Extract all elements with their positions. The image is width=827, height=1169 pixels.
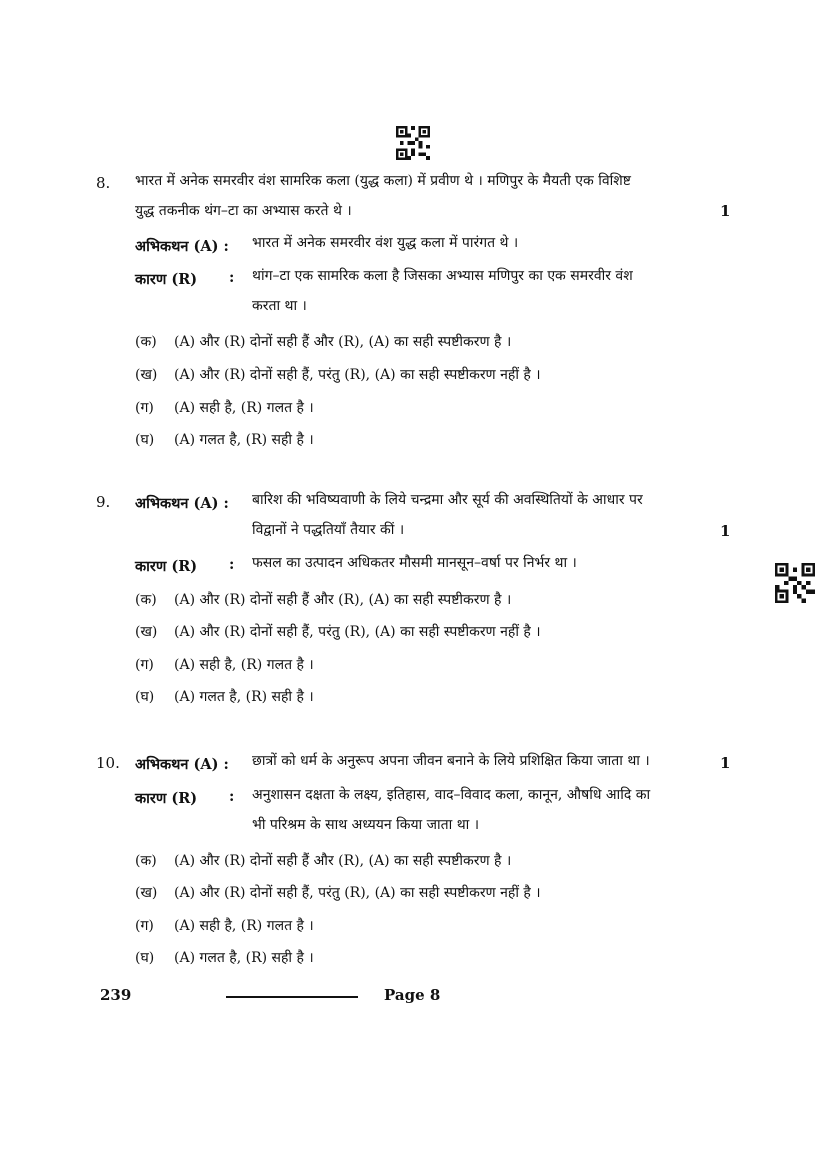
option-key: (ख) (135, 367, 158, 383)
reason-text-line: भी परिश्रम के साथ अध्ययन किया जाता था । (252, 817, 480, 833)
option-text: (A) गलत है, (R) सही है । (174, 689, 314, 705)
qr-code-icon (395, 126, 431, 160)
option-text: (A) और (R) दोनों सही हैं और (R), (A) का सही स्पष्टीकरण है । (174, 334, 512, 350)
question-number: 9. (96, 493, 111, 511)
option-key: (ग) (135, 918, 154, 934)
qr-code-icon (774, 563, 816, 603)
option-text: (A) सही है, (R) गलत है । (174, 918, 314, 934)
assertion-text: छात्रों को धर्म के अनुरूप अपना जीवन बनाने के लिये प्रशिक्षित किया जाता था । (252, 753, 650, 769)
assertion-text-line: विद्वानों ने पद्धतियाँ तैयार कीं । (252, 522, 405, 538)
reason-text-line: करता था । (252, 298, 307, 314)
assertion-text: भारत में अनेक समरवीर वंश युद्ध कला में पारंगत थे । (252, 235, 519, 251)
option-text: (A) और (R) दोनों सही हैं, परंतु (R), (A) का सही स्पष्टीकरण नहीं है । (174, 885, 541, 901)
reason-label: कारण (R) (135, 271, 198, 288)
reason-colon: : (229, 788, 235, 805)
paper-code: 239 (100, 986, 132, 1004)
reason-label: कारण (R) (135, 558, 198, 575)
assertion-text-line: बारिश की भविष्यवाणी के लिये चन्द्रमा और सूर्य की अवस्थितियों के आधार पर (252, 492, 643, 508)
reason-colon: : (229, 556, 235, 573)
reason-text-line: अनुशासन दक्षता के लक्ष्य, इतिहास, वाद–विवाद कला, कानून, औषधि आदि का (252, 787, 651, 803)
option-text: (A) और (R) दोनों सही हैं, परंतु (R), (A) का सही स्पष्टीकरण नहीं है । (174, 624, 541, 640)
option-key: (ग) (135, 400, 154, 416)
question-number: 8. (96, 174, 111, 192)
option-key: (घ) (135, 950, 155, 966)
assertion-label: अभिकथन (A) : (135, 238, 229, 255)
question-number: 10. (96, 754, 120, 772)
option-key: (घ) (135, 689, 155, 705)
question-marks: 1 (720, 522, 731, 540)
option-text: (A) और (R) दोनों सही हैं और (R), (A) का सही स्पष्टीकरण है । (174, 853, 512, 869)
reason-text-line: थांग–टा एक सामरिक कला है जिसका अभ्यास मणिपुर का एक समरवीर वंश (252, 268, 633, 284)
option-text: (A) सही है, (R) गलत है । (174, 400, 314, 416)
footer-divider (226, 996, 358, 998)
option-text: (A) और (R) दोनों सही हैं, परंतु (R), (A) का सही स्पष्टीकरण नहीं है । (174, 367, 541, 383)
assertion-label: अभिकथन (A) : (135, 756, 229, 773)
option-text: (A) सही है, (R) गलत है । (174, 657, 314, 673)
question-stem-line: भारत में अनेक समरवीर वंश सामरिक कला (युद्ध कला) में प्रवीण थे । मणिपुर के मैयती एक विशिष्ट (135, 173, 631, 189)
option-text: (A) गलत है, (R) सही है । (174, 950, 314, 966)
reason-label: कारण (R) (135, 790, 198, 807)
reason-colon: : (229, 269, 235, 286)
question-marks: 1 (720, 202, 731, 220)
option-key: (क) (135, 334, 157, 350)
option-key: (ख) (135, 885, 158, 901)
assertion-label: अभिकथन (A) : (135, 495, 229, 512)
page-number: Page 8 (384, 986, 441, 1004)
option-key: (ग) (135, 657, 154, 673)
option-key: (घ) (135, 432, 155, 448)
option-key: (ख) (135, 624, 158, 640)
option-key: (क) (135, 592, 157, 608)
option-key: (क) (135, 853, 157, 869)
option-text: (A) गलत है, (R) सही है । (174, 432, 314, 448)
reason-text: फसल का उत्पादन अधिकतर मौसमी मानसून–वर्षा पर निर्भर था । (252, 555, 577, 571)
option-text: (A) और (R) दोनों सही हैं और (R), (A) का सही स्पष्टीकरण है । (174, 592, 512, 608)
question-marks: 1 (720, 754, 731, 772)
question-stem-line: युद्ध तकनीक थंग–टा का अभ्यास करते थे । (135, 203, 352, 219)
